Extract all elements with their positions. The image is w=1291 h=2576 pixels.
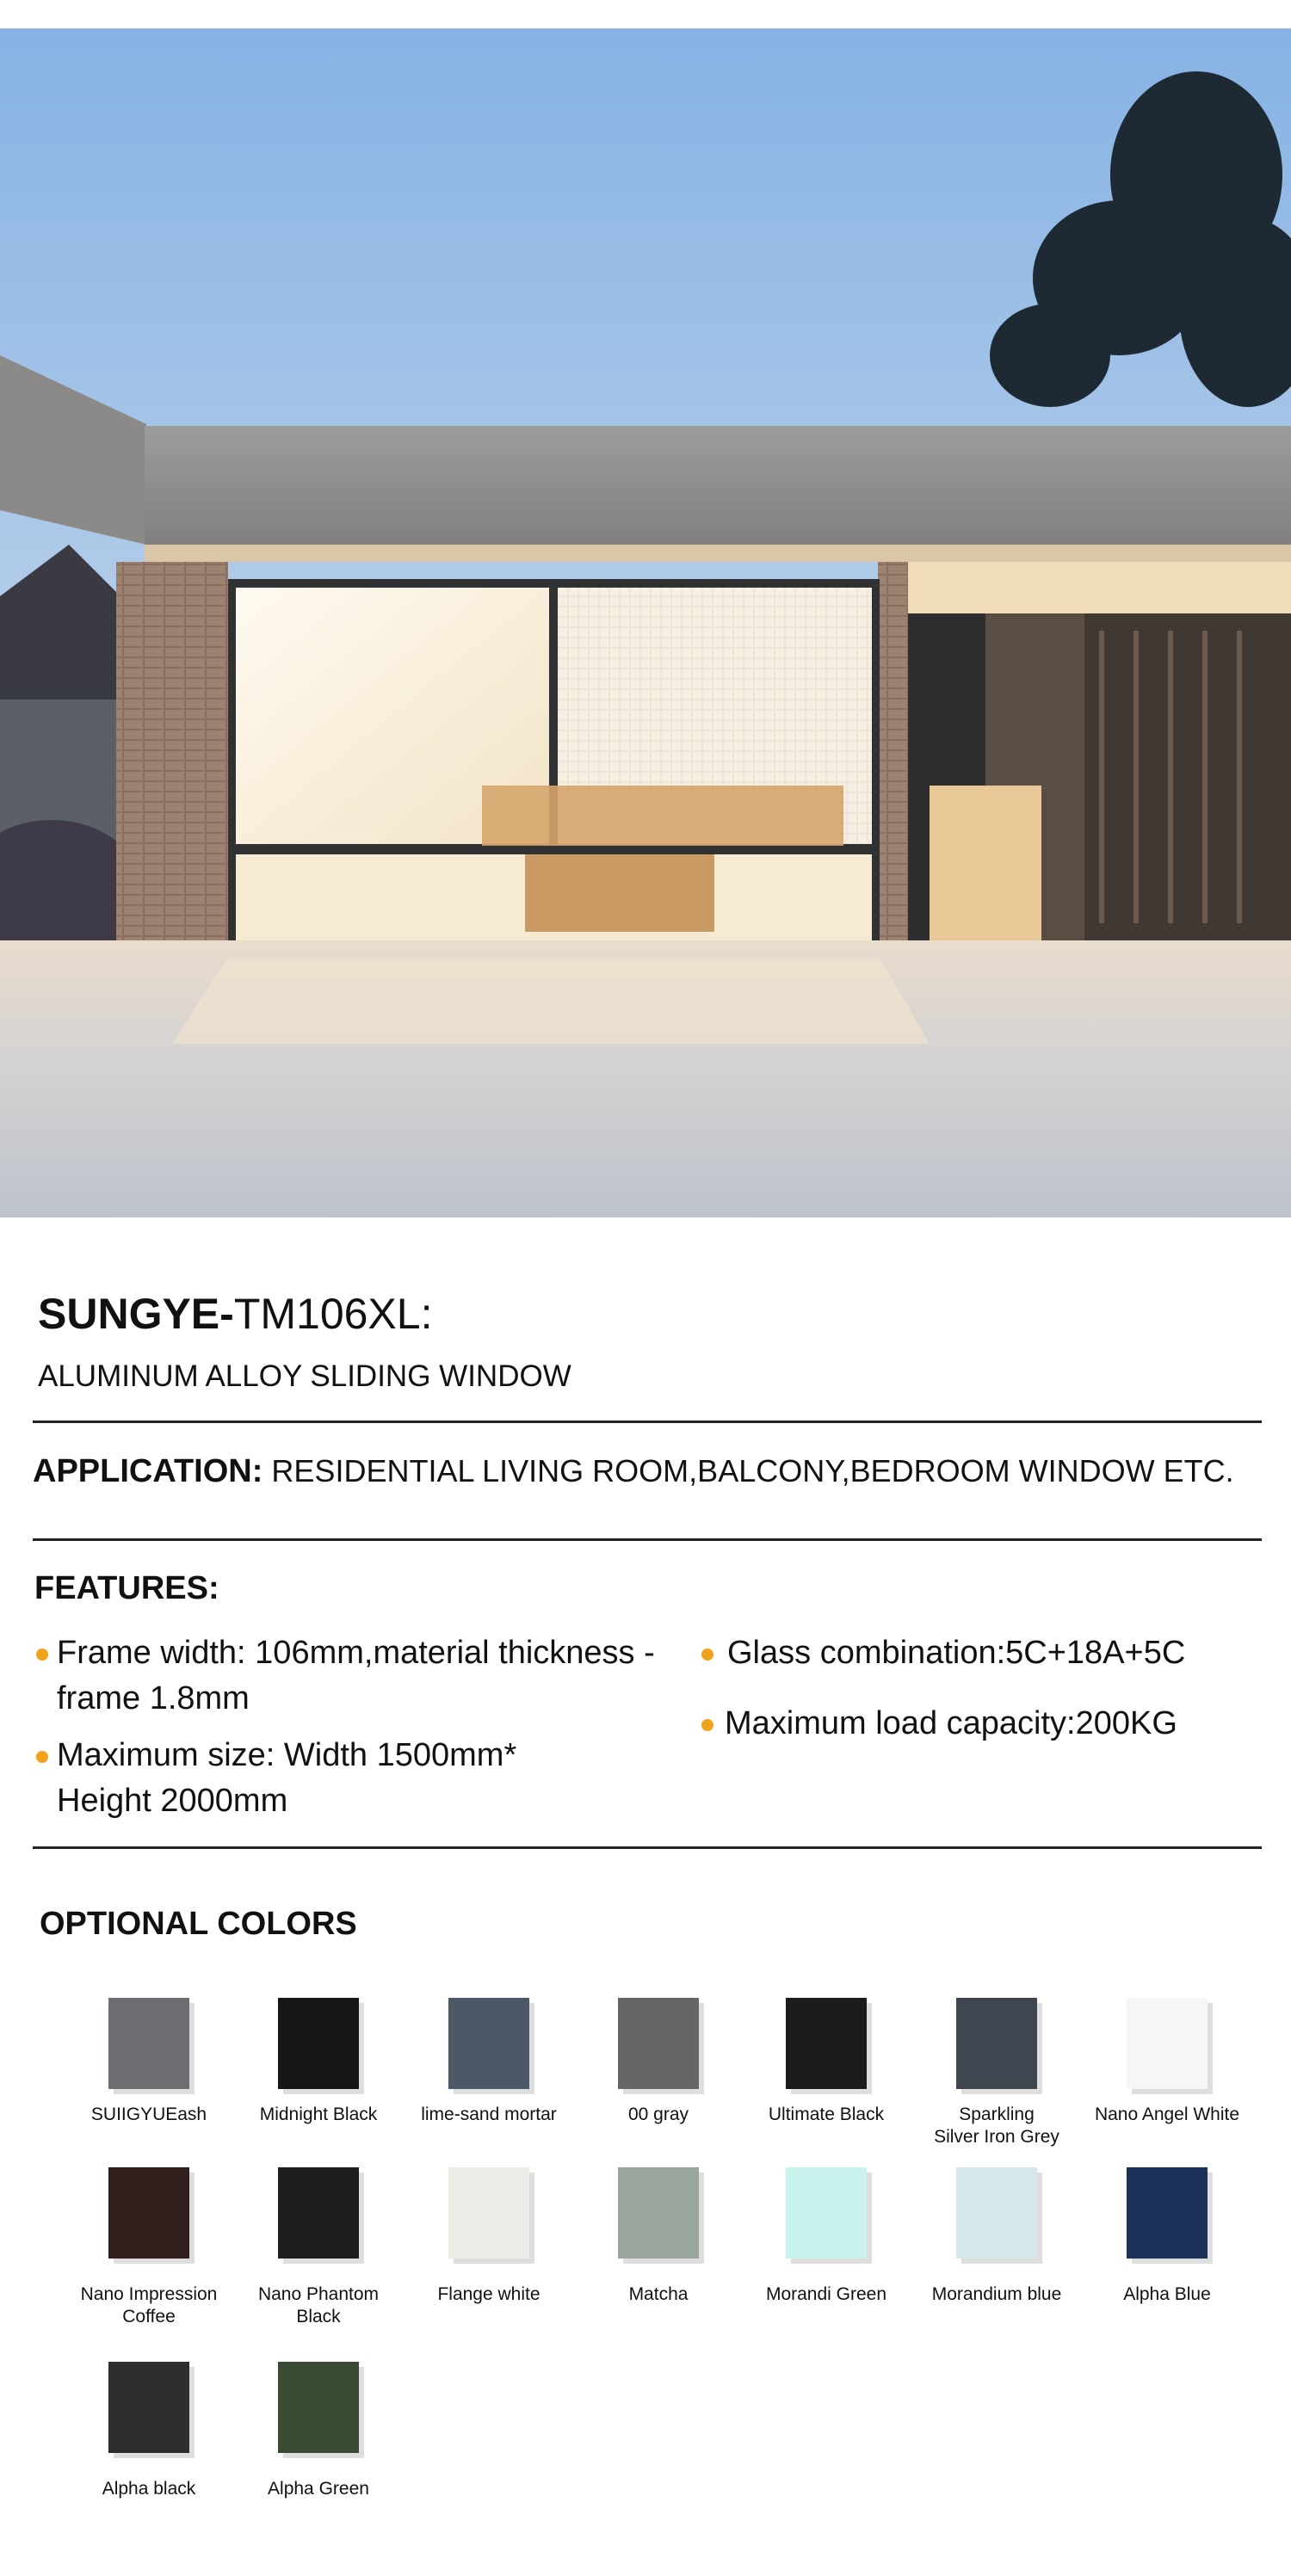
application-line xyxy=(33,1450,1234,1493)
swatch-color-chip xyxy=(108,2167,189,2259)
color-swatch xyxy=(956,2167,1042,2264)
swatch-label: Nano Phantom Black xyxy=(257,2284,380,2326)
swatch-label: Alpha Green xyxy=(268,2479,369,2499)
color-swatch xyxy=(448,2167,534,2264)
swatch-color-chip xyxy=(786,1998,867,2089)
swatch-label: Morandi Green xyxy=(765,2284,887,2304)
divider xyxy=(33,1846,1262,1849)
swatch-label: Morandium blue xyxy=(931,2284,1062,2304)
swatch-label: Nano Angel White xyxy=(1094,2105,1240,2124)
color-swatch xyxy=(278,2167,364,2264)
swatch-label: Alpha black xyxy=(102,2479,196,2499)
color-swatch xyxy=(1127,1998,1213,2094)
product-subtitle: ALUMINUM ALLOY SLIDING WINDOW xyxy=(38,1359,571,1393)
swatch-color-chip xyxy=(1127,2167,1208,2259)
swatch-label: Alpha Blue xyxy=(1123,2284,1211,2304)
divider xyxy=(33,1538,1262,1541)
feature-item xyxy=(725,1701,1258,1747)
application-label: APPLICATION: xyxy=(33,1453,263,1489)
swatch-color-chip xyxy=(1127,1998,1208,2089)
swatch-color-chip xyxy=(278,2362,359,2453)
swatch-color-chip xyxy=(278,1998,359,2089)
feature-item xyxy=(57,1630,711,1722)
swatch-label: Flange white xyxy=(437,2284,540,2304)
swatch-color-chip xyxy=(108,1998,189,2089)
swatch-label: lime-sand mortar xyxy=(421,2105,557,2124)
bullet-icon xyxy=(36,1751,48,1763)
bullet-icon xyxy=(701,1719,713,1731)
feature-text: Frame width: 106mm,material thickness - xyxy=(57,1635,655,1671)
feature-text: frame 1.8mm xyxy=(57,1680,250,1716)
application-value: RESIDENTIAL LIVING ROOM,BALCONY,BEDROOM WINDOW ETC. xyxy=(271,1453,1234,1488)
swatch-label: Ultimate Black xyxy=(768,2105,885,2124)
feature-text: Height 2000mm xyxy=(57,1783,288,1819)
color-swatch xyxy=(108,1998,195,2094)
swatch-label: SUIIGYUEash xyxy=(90,2105,207,2124)
model-number: TM106XL: xyxy=(233,1290,433,1338)
bullet-icon xyxy=(36,1649,48,1661)
brand-name: SUNGYE- xyxy=(38,1290,234,1338)
swatch-color-chip xyxy=(618,2167,699,2259)
hero-photo xyxy=(0,28,1291,1217)
features-title: FEATURES: xyxy=(34,1570,219,1606)
swatch-color-chip xyxy=(448,1998,529,2089)
swatch-label: 00 gray xyxy=(627,2105,689,2124)
swatch-color-chip xyxy=(278,2167,359,2259)
color-swatch xyxy=(618,1998,704,2094)
swatch-label: Sparkling Silver Iron Grey xyxy=(934,2105,1059,2147)
swatch-color-chip xyxy=(108,2362,189,2453)
swatch-color-chip xyxy=(956,2167,1037,2259)
swatch-color-chip xyxy=(956,1998,1037,2089)
swatch-label: Matcha xyxy=(628,2284,689,2304)
color-swatch xyxy=(278,1998,364,2094)
feature-item xyxy=(727,1630,1261,1676)
feature-item xyxy=(57,1733,711,1824)
colors-title: OPTIONAL COLORS xyxy=(40,1906,357,1942)
color-swatch xyxy=(786,1998,872,2094)
swatch-label: Midnight Black xyxy=(259,2105,378,2124)
feature-text: Maximum load capacity:200KG xyxy=(725,1705,1177,1741)
color-swatch xyxy=(108,2362,195,2458)
feature-text: Maximum size: Width 1500mm* xyxy=(57,1737,517,1773)
swatch-label: Nano Impression Coffee xyxy=(80,2284,218,2326)
color-swatch xyxy=(786,2167,872,2264)
divider xyxy=(33,1420,1262,1423)
product-title xyxy=(38,1288,432,1340)
swatch-color-chip xyxy=(618,1998,699,2089)
color-swatch xyxy=(448,1998,534,2094)
feature-text: Glass combination:5C+18A+5C xyxy=(727,1635,1186,1671)
house-window-illustration xyxy=(0,28,1291,1217)
swatch-color-chip xyxy=(786,2167,867,2259)
bullet-icon xyxy=(701,1649,713,1661)
color-swatch xyxy=(1127,2167,1213,2264)
color-swatch xyxy=(278,2362,364,2458)
color-swatch xyxy=(956,1998,1042,2094)
swatch-color-chip xyxy=(448,2167,529,2259)
color-swatch xyxy=(108,2167,195,2264)
color-swatch xyxy=(618,2167,704,2264)
